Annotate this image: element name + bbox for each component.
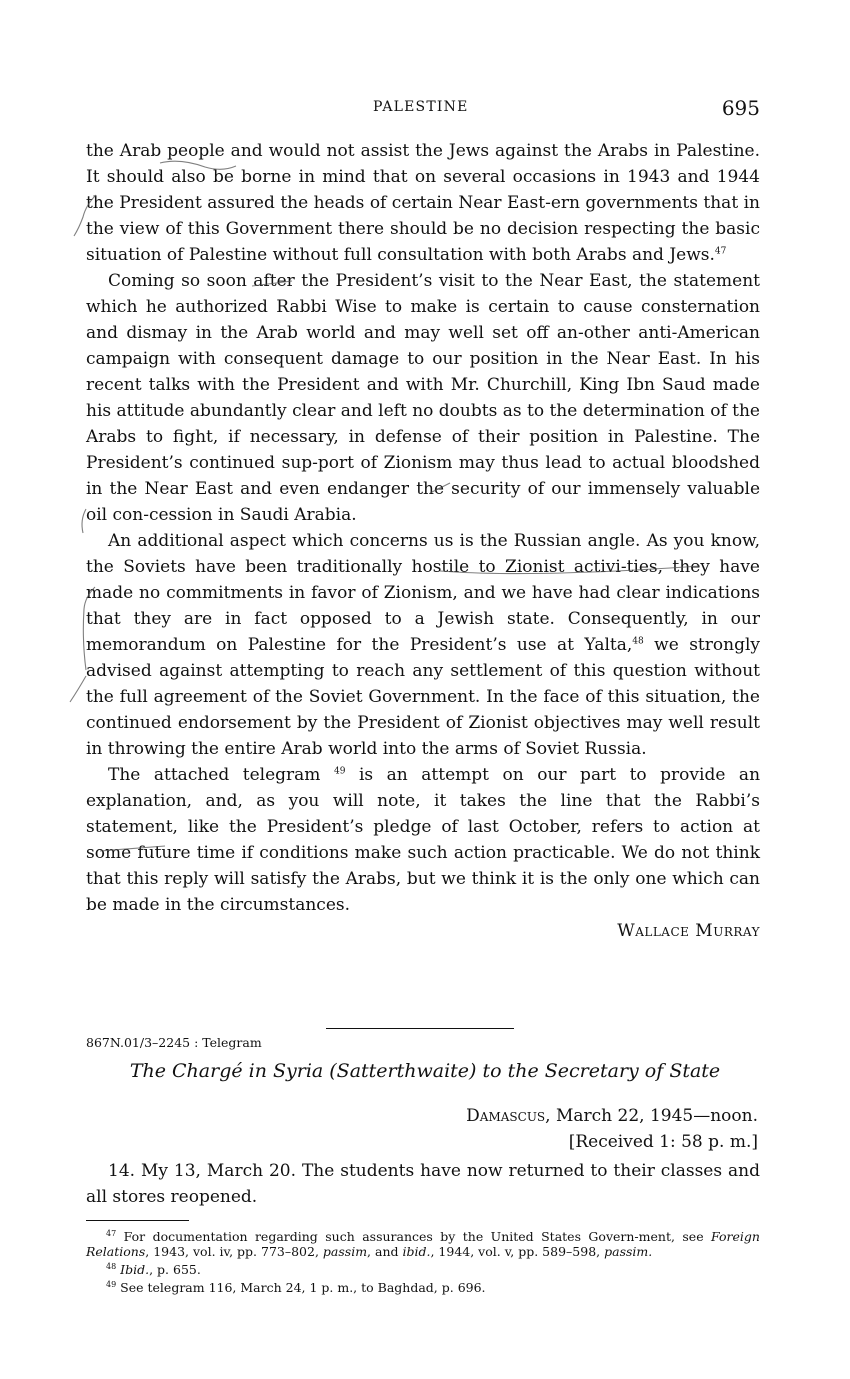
file-number: 867N.01/3–2245 : Telegram (86, 1035, 262, 1050)
paragraph-1 (86, 138, 760, 268)
running-head (0, 96, 850, 120)
paragraph-2-text: Coming so soon after the President’s visit to the Near East, the statement which he authorized Rabbi Wise to make is certain to cause consternation and dismay in the Arab world and may well set off an-other anti-American campaign with consequent damage to our position in the Near East. In his recent talks with the President and with Mr. Churchill, King Ibn Saud made his attitude abundantly clear and left no doubts as to the determination of the Arabs to fight, if necessary, in defense of their position in Palestine. The President’s continued sup-port of Zionism may thus lead to actual bloodshed in the Near East and even endanger the security of our immensely valuable oil con-cession in Saudi Arabia. (86, 271, 760, 525)
paragraph-3-text-b: we strongly advised against attempting to reach any settlement of this question without the full agreement of the Soviet Government. In the face of this situation, the continued endorsement by the President of Zionist objectives may well result in throwing the entire Arab world into the arms of Soviet Russia. (86, 635, 760, 759)
paragraph-3-text-a: An additional aspect which concerns us is the Russian angle. As you know, the Soviets have been traditionally hostile to Zionist activi-ties, they have made no commitments in favor of Zionism, and we have had clear indications that they are in fact opposed to a Jewish state. Consequently, in our memorandum on Palestine for the President’s use at Yalta, (86, 531, 760, 655)
section-divider (326, 1028, 514, 1029)
footnote-text: passim. (604, 1244, 653, 1260)
dateline-date: , March 22, 1945—noon. (545, 1106, 758, 1126)
footnote-text: Ibid. (120, 1262, 150, 1278)
paragraph-1-text: the Arab people and would not assist the Jews against the Arabs in Palestine. It should also be borne in mind that on several occasions in 1943 and 1944 the President assured the heads of certain Near East-ern governments that in the view of this Government there should be no decision respecting the basic situation of Palestine without full consultation with both Arabs and Jews. (86, 141, 760, 265)
paragraph-4-text-b: is an attempt on our part to provide an explanation, and, as you will note, it takes the line that the Rabbi’s statement, like the President’s pledge of last October, refers to action at some future time if conditions make such action practicable. We do not think that this reply will satisfy the Arabs, but we think it is the only one which can be made in the circumstances. (86, 765, 761, 915)
footnote-divider (86, 1220, 189, 1221)
footnote-text: For documentation regarding such assurances by the United States Govern-ment, see (123, 1229, 712, 1245)
footnotes (86, 1226, 760, 1295)
telegram-message: 14. My 13, March 20. The students have now returned to their classes and all stores reopened. (86, 1161, 760, 1207)
footnote-mark: 47 (106, 1229, 117, 1238)
footnote-text: , 1943, vol. iv, pp. 773–802, (145, 1244, 323, 1260)
dateline-place: Damascus (466, 1106, 546, 1126)
footnote-ref-49: 49 (333, 766, 346, 777)
footnote-text: ibid. (402, 1244, 431, 1260)
paragraph-4 (86, 762, 760, 918)
footnote-mark: 48 (106, 1262, 117, 1272)
paragraph-3 (86, 528, 760, 762)
footnote-text: , 1944, vol. v, pp. 589–598, (430, 1244, 605, 1260)
footnote-text: See telegram 116, March 24, 1 p. m., to Baghdad, p. 696. (120, 1280, 486, 1296)
footnote-text: Foreign Relations (86, 1229, 760, 1260)
received-time: [Received 1: 58 p. m.] (568, 1132, 758, 1152)
footnote-text: passim (322, 1244, 368, 1260)
footnote-47 (86, 1226, 760, 1259)
footnote-text: , p. 655. (149, 1262, 201, 1278)
pencil-margin-stroke (70, 676, 86, 702)
footnote-48 (86, 1259, 760, 1277)
paragraph-4-text-a: The attached telegram (108, 765, 321, 785)
running-head-title: PALESTINE (373, 99, 469, 115)
memorandum-body (86, 138, 760, 944)
footnote-text: , and (367, 1244, 403, 1260)
footnote-ref-47: 47 (714, 246, 727, 257)
document-title: The Chargé in Syria (Satterthwaite) to the Secretary of State (129, 1060, 721, 1082)
dateline-line (466, 1103, 758, 1129)
signature: Wallace Murray (617, 921, 760, 941)
footnote-49 (86, 1277, 760, 1295)
footnote-ref-48: 48 (632, 636, 644, 647)
footnote-mark: 49 (106, 1280, 117, 1290)
dateline (466, 1103, 758, 1155)
page-number: 695 (721, 96, 760, 120)
paragraph-2 (86, 268, 760, 528)
